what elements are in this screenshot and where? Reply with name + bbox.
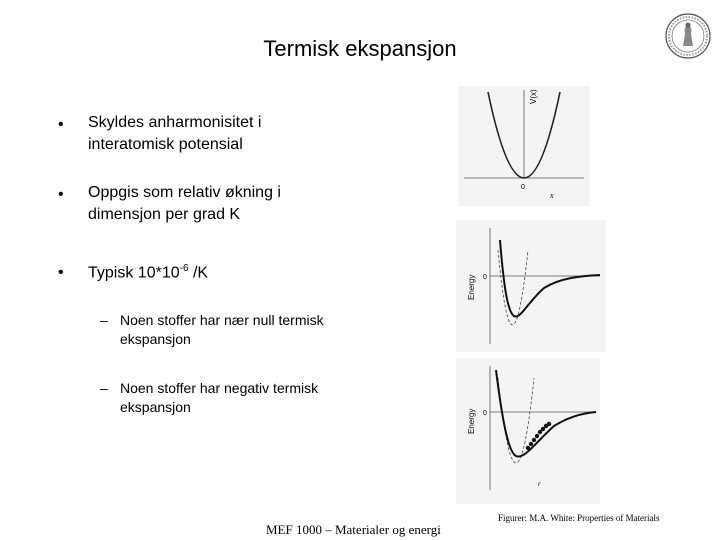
footer-course: MEF 1000 – Materialer og energi [266,522,441,537]
mean-position-dots [526,422,551,450]
y-axis-label: V(x) [529,89,538,104]
bullet-text [88,258,338,284]
university-seal-icon [664,12,712,60]
footer-figure-credit: Figurer: M.A. White: Properties of Materials [498,513,660,523]
bullet-marker: • [58,116,64,133]
origin-label: 0 [483,410,487,417]
thermal-expansion-figure [456,358,600,504]
slide-title: Termisk ekspansjon [263,36,457,61]
potential-curve [496,370,596,457]
sub-bullet-marker: – [100,380,108,396]
harmonic-potential-figure [458,86,590,206]
bullet-text: Skyldes anharmonisitet i interatomisk potensial [88,114,262,153]
y-axis-label: Energy [467,274,476,300]
sub-bullet-text: Noen stoffer har nær null termisk ekspansjon [120,312,324,347]
sub-bullet-text: Noen stoffer har negativ termisk ekspansjon [120,380,319,415]
bullet-text-pre: Typisk 10*10 [88,264,180,282]
bullet-exponent: -6 [179,263,189,274]
anharmonic-potential-figure [456,220,606,352]
bullet-text: Oppgis som relativ økning i dimensjon per grad K [88,184,281,223]
bullet-marker: • [58,186,64,203]
origin-label: 0 [483,274,487,281]
bullet-text-post: /K [188,264,209,282]
x-axis-label: x [550,191,554,200]
potential-curve [500,240,600,317]
origin-label: 0 [521,184,525,191]
y-axis-label: Energy [467,408,476,434]
sub-bullet-marker: – [100,312,108,328]
x-axis-label: r [538,480,541,488]
bullet-marker: • [58,264,64,281]
